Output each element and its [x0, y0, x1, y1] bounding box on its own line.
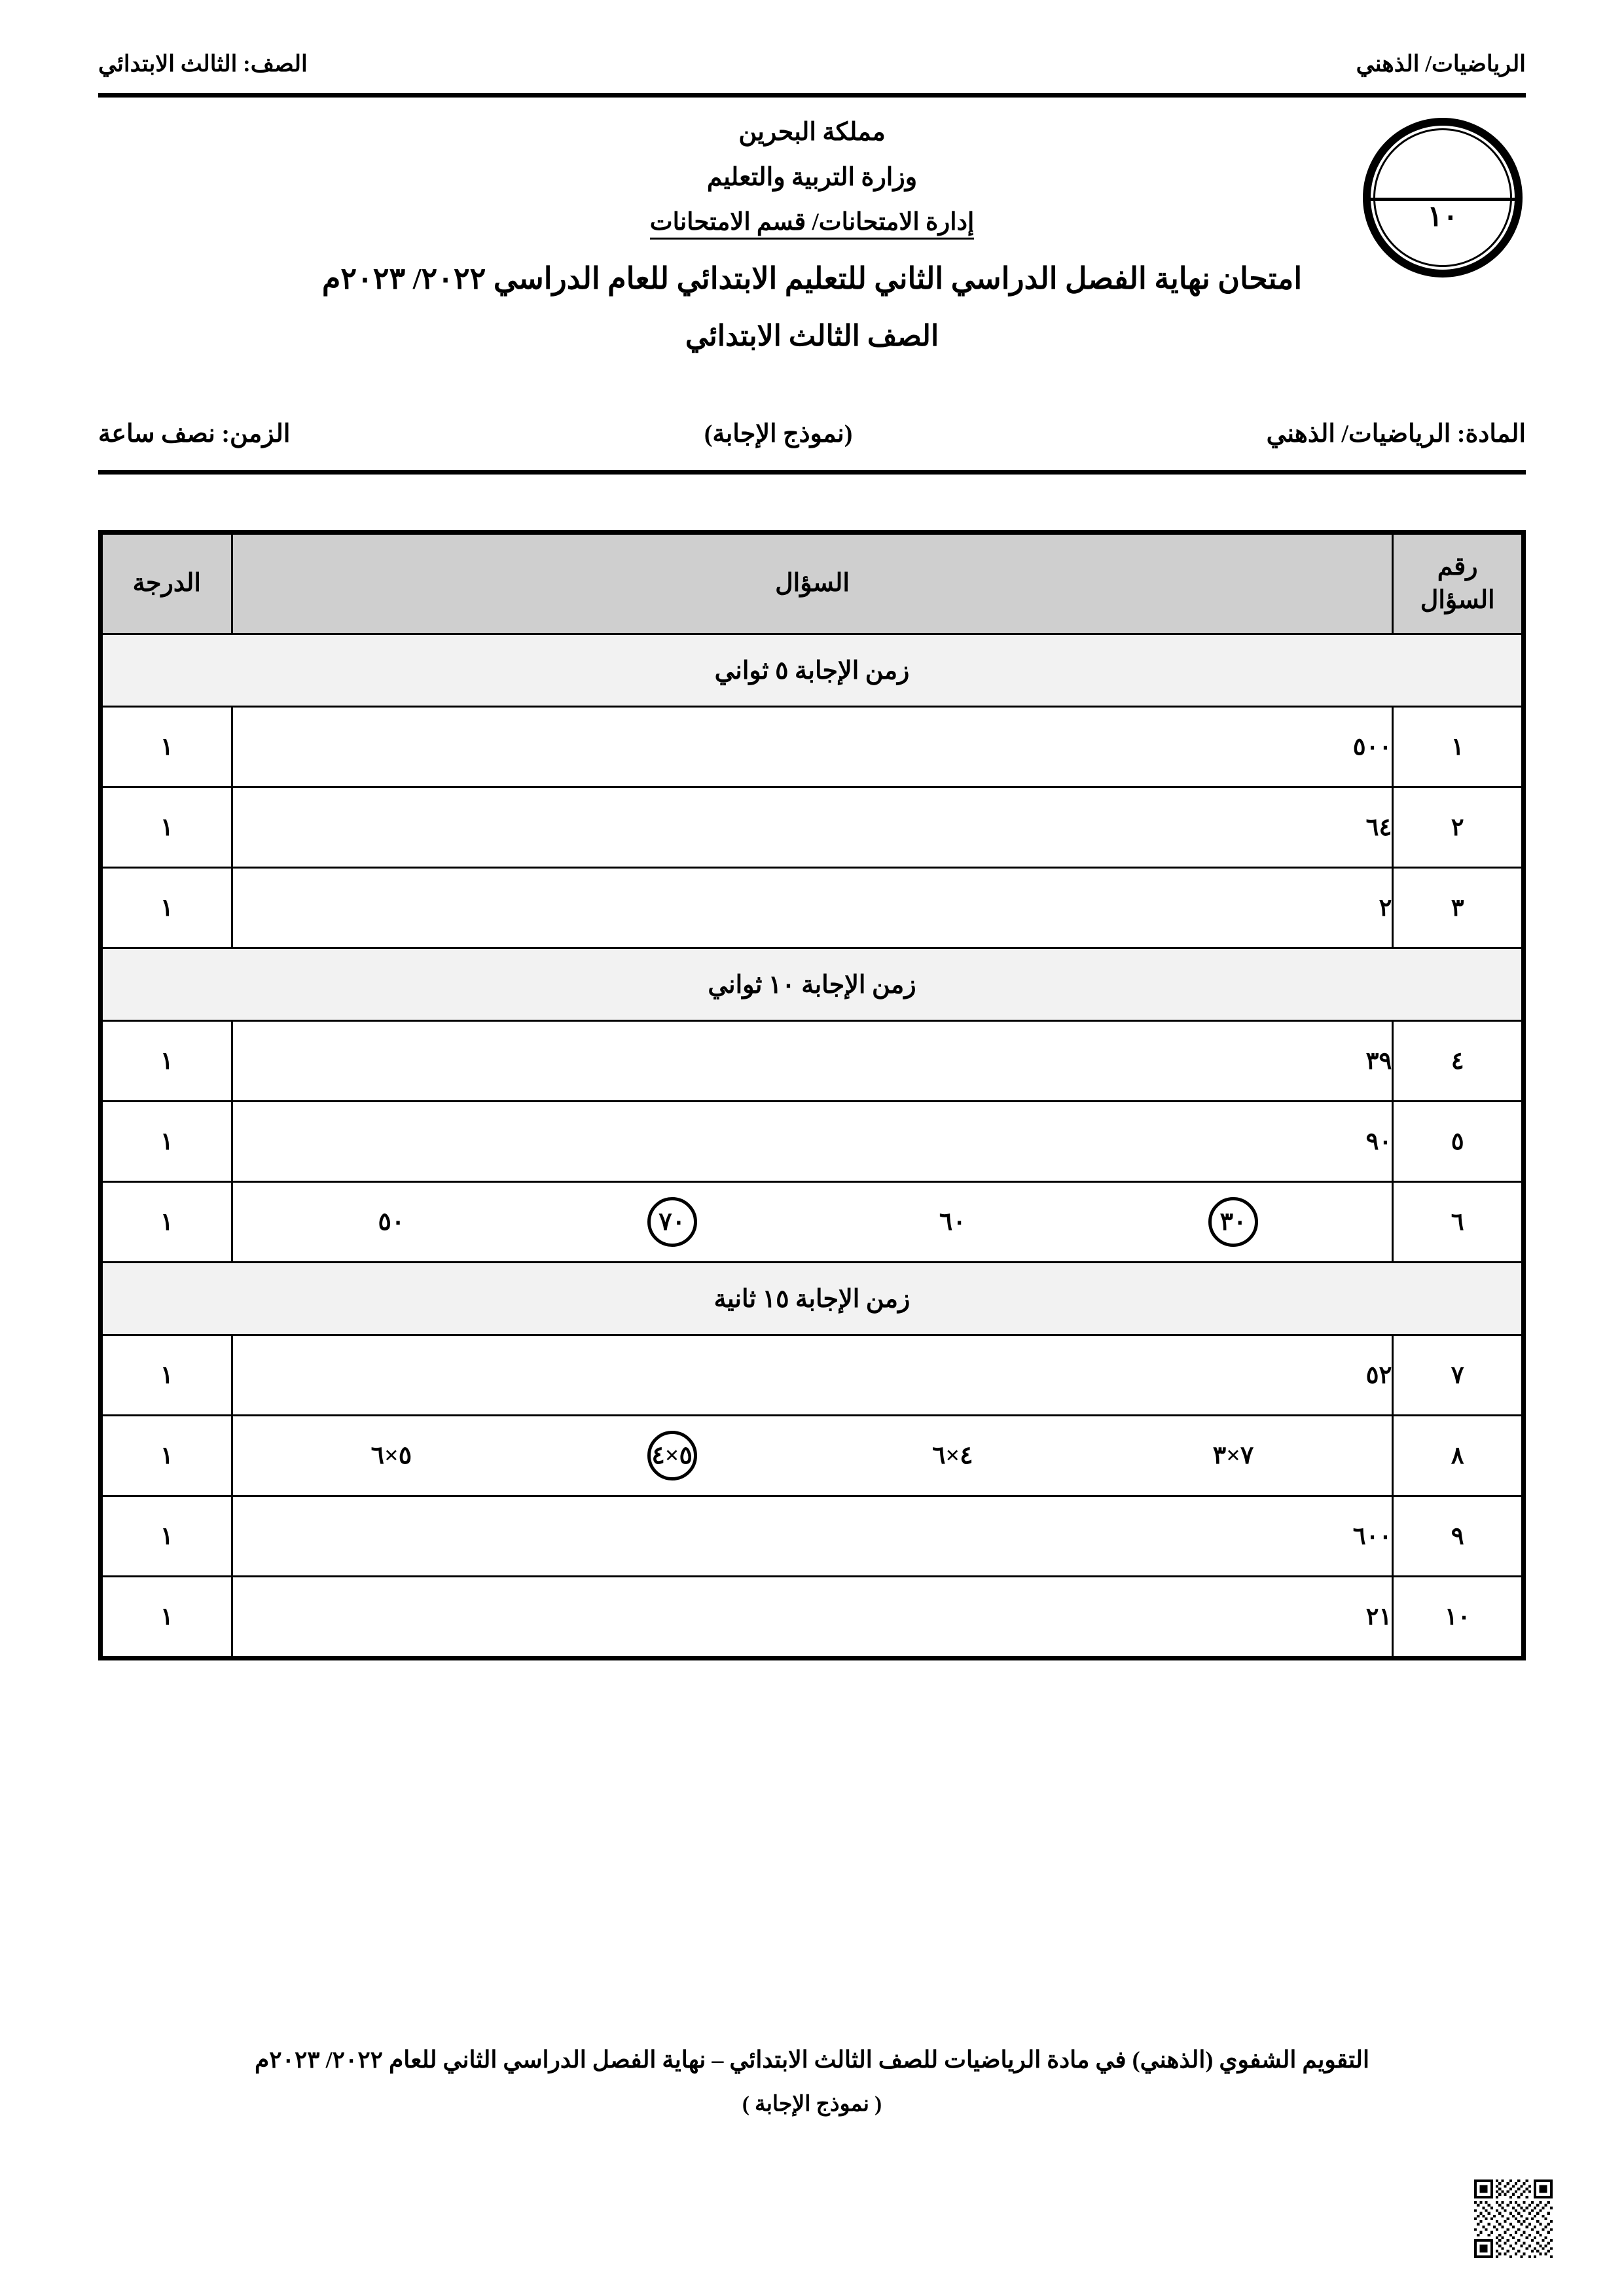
question-answer-cell: [232, 1182, 1393, 1263]
answer-value: ٩٠: [1365, 1128, 1392, 1155]
grade-cell: ١: [101, 1577, 232, 1659]
table-header: [101, 533, 1524, 634]
choice-option-label: ٧×٣: [1212, 1442, 1254, 1469]
choice-list: [233, 1431, 1392, 1480]
answer-value: ٣٩: [1365, 1048, 1392, 1075]
grade-cell: ١: [101, 1335, 232, 1416]
meta-subject: المادة: الرياضيات/ الذهني: [1266, 420, 1526, 448]
table-body: [101, 634, 1524, 1659]
table-row: [101, 1496, 1524, 1577]
table-row: [101, 1416, 1524, 1496]
country-name: مملكة البحرين: [738, 118, 886, 146]
choice-option-label: ٥٠: [378, 1208, 405, 1236]
table-row: [101, 1577, 1524, 1659]
question-answer-cell: [232, 1102, 1393, 1182]
question-answer-cell: [232, 1021, 1393, 1102]
qr-code: [1474, 2179, 1553, 2258]
table-row: [101, 1021, 1524, 1102]
qr-code-image: [1474, 2179, 1553, 2258]
column-header-question-number-line1: رقم: [1437, 552, 1478, 581]
department-name-text: إدارة الامتحانات/ قسم الامتحانات: [650, 209, 975, 240]
total-mark-value: ١٠: [1427, 200, 1458, 233]
question-answer-cell: [232, 1496, 1393, 1577]
meta-time: الزمن: نصف ساعة: [98, 420, 291, 448]
answer-value: ٦٠٠: [1352, 1523, 1392, 1550]
running-header-grade: الصف: الثالث الابتدائي: [98, 51, 308, 77]
choice-option-selected[interactable]: [1093, 1197, 1374, 1247]
question-answer-cell: [232, 1335, 1393, 1416]
page-footer: [98, 2042, 1526, 2117]
meta-divider-rule: [98, 470, 1526, 475]
choice-option-label: ٤×٦: [932, 1442, 973, 1469]
table-row: [101, 787, 1524, 868]
choice-list: [233, 1197, 1392, 1247]
title-block: [98, 115, 1526, 357]
choice-option-label: ٥×٦: [370, 1442, 412, 1469]
grade-cell: ١: [101, 1021, 232, 1102]
section-header-label: زمن الإجابة ٥ ثواني: [101, 634, 1524, 707]
choice-option-selected[interactable]: [532, 1431, 812, 1480]
exam-meta-row: [98, 419, 1526, 448]
question-number-cell: ٥: [1393, 1102, 1524, 1182]
choice-option-label: ٥×٤: [647, 1431, 697, 1480]
answer-value: ٢: [1379, 895, 1392, 922]
grade-cell: ١: [101, 1182, 232, 1263]
grade-cell: ١: [101, 1496, 232, 1577]
question-number-cell: ٨: [1393, 1416, 1524, 1496]
grade-cell: ١: [101, 787, 232, 868]
question-answer-cell: [232, 707, 1393, 787]
footer-main-text: التقويم الشفوي (الذهني) في مادة الرياضيات للصف الثالث الابتدائي – نهاية الفصل الدراسي الثاني للعام ٢٠٢٢/ ٢٠٢٣م: [254, 2047, 1370, 2073]
question-answer-cell: [232, 1577, 1393, 1659]
question-answer-cell: [232, 1416, 1393, 1496]
running-header-subject: الرياضيات/ الذهني: [1356, 51, 1526, 77]
question-number-cell: ١٠: [1393, 1577, 1524, 1659]
choice-option-selected[interactable]: [532, 1197, 812, 1247]
header-divider-rule: [98, 93, 1526, 98]
table-header-row: [101, 533, 1524, 634]
ministry-name: وزارة التربية والتعليم: [706, 164, 918, 192]
answer-value: ٥٠٠: [1352, 734, 1392, 761]
section-header-label: زمن الإجابة ١٠ ثواني: [101, 948, 1524, 1021]
question-number-cell: ١: [1393, 707, 1524, 787]
choice-option[interactable]: [812, 1437, 1093, 1475]
column-header-question-number-line2: السؤال: [1420, 586, 1495, 614]
question-number-cell: ٤: [1393, 1021, 1524, 1102]
section-header-row: [101, 1263, 1524, 1335]
column-header-question-number: [1393, 533, 1524, 634]
choice-option-label: ٣٠: [1208, 1197, 1258, 1247]
footer-sub-text: ( نموذج الإجابة ): [742, 2092, 882, 2116]
choice-option-label: ٦٠: [939, 1208, 966, 1236]
question-number-cell: ٧: [1393, 1335, 1524, 1416]
answer-value: ٦٤: [1365, 814, 1392, 841]
column-header-question: السؤال: [232, 533, 1393, 634]
choice-option[interactable]: [1093, 1437, 1374, 1475]
question-number-cell: ٣: [1393, 868, 1524, 948]
grade-cell: ١: [101, 707, 232, 787]
table-row: [101, 1182, 1524, 1263]
section-header-label: زمن الإجابة ١٥ ثانية: [101, 1263, 1524, 1335]
running-header: [98, 51, 1526, 88]
choice-option-label: ٧٠: [647, 1197, 697, 1247]
meta-answer-key: (نموذج الإجابة): [704, 420, 853, 448]
choice-option[interactable]: [812, 1203, 1093, 1241]
table-row: [101, 1335, 1524, 1416]
choice-option[interactable]: [251, 1203, 532, 1241]
question-number-cell: ٦: [1393, 1182, 1524, 1263]
question-answer-cell: [232, 787, 1393, 868]
table-row: [101, 707, 1524, 787]
answer-value: ٥٢: [1365, 1362, 1392, 1389]
exam-title: امتحان نهاية الفصل الدراسي الثاني للتعليم الابتدائي للعام الدراسي ٢٠٢٢/ ٢٠٢٣م: [321, 261, 1303, 295]
grade-cell: ١: [101, 868, 232, 948]
exam-grade-title: الصف الثالث الابتدائي: [685, 319, 939, 352]
choice-option[interactable]: [251, 1437, 532, 1475]
question-number-cell: ٢: [1393, 787, 1524, 868]
table-row: [101, 868, 1524, 948]
grade-cell: ١: [101, 1102, 232, 1182]
question-number-cell: ٩: [1393, 1496, 1524, 1577]
department-name: [98, 205, 1526, 240]
section-header-row: [101, 948, 1524, 1021]
answer-key-table: [98, 530, 1526, 1660]
table-row: [101, 1102, 1524, 1182]
grade-cell: ١: [101, 1416, 232, 1496]
question-answer-cell: [232, 868, 1393, 948]
column-header-grade: الدرجة: [101, 533, 232, 634]
answer-value: ٢١: [1365, 1604, 1392, 1630]
section-header-row: [101, 634, 1524, 707]
